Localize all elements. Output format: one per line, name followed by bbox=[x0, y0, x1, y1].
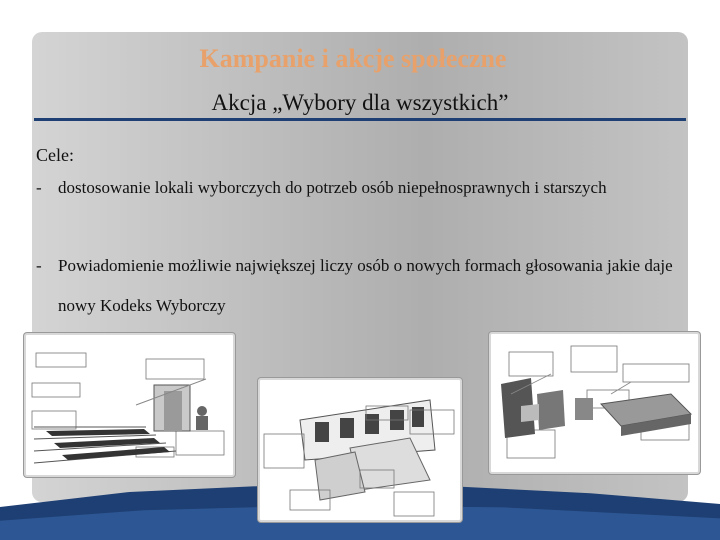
slide-title: Kampanie i akcje społeczne bbox=[199, 44, 507, 73]
goals-label: Cele: bbox=[36, 145, 74, 165]
voting-room-illustration bbox=[491, 334, 698, 472]
entrance-illustration bbox=[26, 335, 233, 475]
goal-text: Powiadomienie możliwie największej liczy osób o nowych formach głosowania jakie daje nowy Kodeks Wyborczy bbox=[58, 256, 673, 315]
slide-subtitle: Akcja „Wybory dla wszystkich” bbox=[211, 90, 509, 115]
title-underline bbox=[34, 118, 686, 121]
building-illustration bbox=[260, 380, 460, 520]
entrance-accessibility-diagram bbox=[24, 333, 235, 477]
goal-text: dostosowanie lokali wyborczych do potrzeb osób niepełnosprawnych i starszych bbox=[58, 178, 607, 197]
polling-station-diagram bbox=[258, 378, 462, 522]
voting-room-diagram bbox=[489, 332, 700, 474]
bullet-dash: - bbox=[36, 178, 42, 197]
bullet-dash: - bbox=[36, 256, 42, 275]
